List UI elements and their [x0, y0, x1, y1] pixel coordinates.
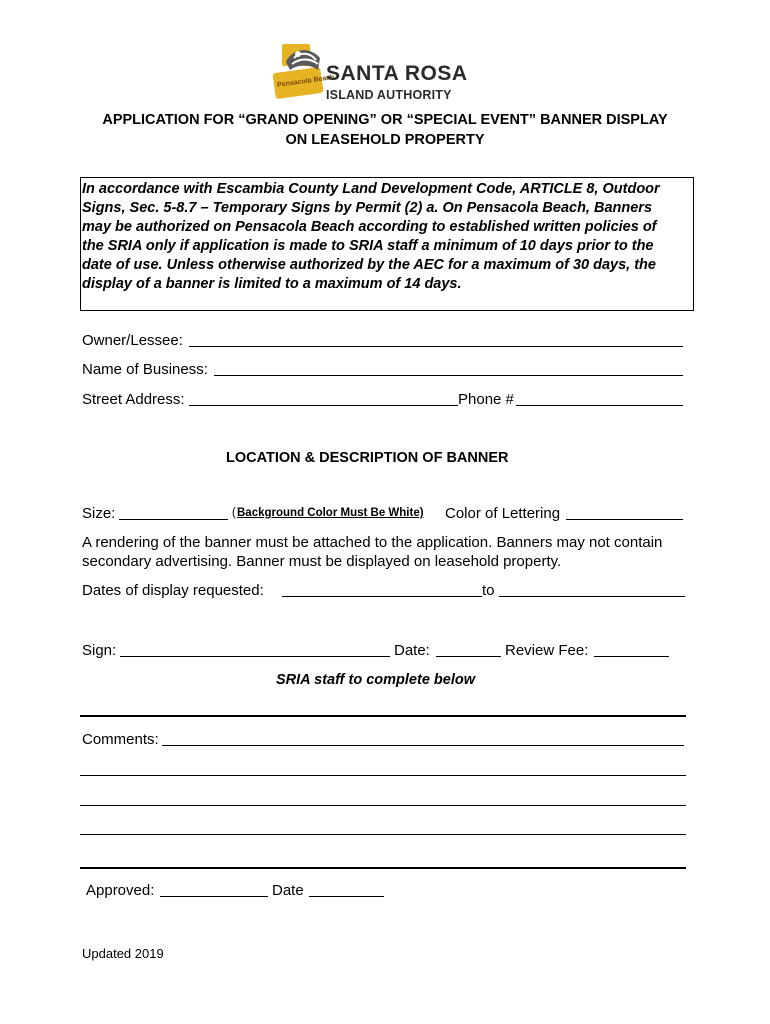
lettering-color-label: Color of Lettering: [445, 505, 561, 522]
phone-label: Phone #: [458, 391, 514, 408]
bg-note-paren: (: [232, 507, 236, 519]
to-label: to: [482, 582, 495, 599]
background-color-note: Background Color Must Be White): [237, 507, 424, 519]
approved-date-label: Date: [272, 882, 304, 899]
logo-name-line1: SANTA ROSA: [326, 62, 468, 85]
approval-divider: [80, 867, 686, 869]
rendering-note-line2: secondary advertising. Banner must be displayed on leasehold property.: [82, 553, 562, 570]
notice-line: date of use. Unless otherwise authorized by the AEC for a maximum of 30 days, the: [82, 257, 656, 273]
signature-field[interactable]: [120, 656, 390, 657]
notice-line: Signs, Sec. 5-8.7 – Temporary Signs by Permit (2) a. On Pensacola Beach, Banners: [82, 200, 653, 216]
sign-date-field[interactable]: [436, 656, 501, 657]
owner-field[interactable]: [189, 346, 683, 347]
lettering-color-field[interactable]: [566, 519, 683, 520]
size-label: Size:: [82, 505, 116, 522]
approved-field[interactable]: [160, 896, 268, 897]
comments-line[interactable]: [80, 805, 686, 806]
sign-label: Sign:: [82, 642, 117, 659]
address-label: Street Address:: [82, 391, 185, 408]
business-label: Name of Business:: [82, 361, 208, 378]
form-title-line1: APPLICATION FOR “GRAND OPENING” OR “SPECIAL EVENT” BANNER DISPLAY: [102, 112, 668, 128]
form-title-line2: ON LEASEHOLD PROPERTY: [285, 132, 485, 148]
street-address-field[interactable]: [189, 405, 458, 406]
notice-line: In accordance with Escambia County Land Development Code, ARTICLE 8, Outdoor: [82, 181, 660, 197]
dates-label: Dates of display requested:: [82, 582, 264, 599]
notice-line: may be authorized on Pensacola Beach according to established written policies of: [82, 219, 657, 235]
business-name-field[interactable]: [214, 375, 683, 376]
staff-section-heading: SRIA staff to complete below: [276, 672, 475, 688]
staff-divider: [80, 715, 686, 717]
comments-line[interactable]: [80, 834, 686, 835]
date-to-field[interactable]: [499, 596, 685, 597]
notice-line: display of a banner is limited to a maximum of 14 days.: [82, 276, 462, 292]
logo-badge-text: Pensacola Beach: [276, 74, 335, 89]
updated-note: Updated 2019: [82, 946, 164, 961]
owner-label: Owner/Lessee:: [82, 332, 183, 349]
size-field[interactable]: [119, 519, 228, 520]
review-fee-field[interactable]: [594, 656, 669, 657]
date-from-field[interactable]: [282, 596, 482, 597]
banner-section-heading: LOCATION & DESCRIPTION OF BANNER: [226, 450, 509, 466]
approved-label: Approved:: [86, 882, 155, 899]
comments-line[interactable]: [80, 775, 686, 776]
sign-date-label: Date:: [394, 642, 430, 659]
comments-label: Comments:: [82, 731, 159, 748]
review-fee-label: Review Fee:: [505, 642, 589, 659]
phone-field[interactable]: [516, 405, 683, 406]
rendering-note-line1: A rendering of the banner must be attached to the application. Banners may not contain: [82, 534, 663, 551]
comments-field[interactable]: [162, 745, 684, 746]
approved-date-field[interactable]: [309, 896, 384, 897]
logo-name-line2: ISLAND AUTHORITY: [326, 88, 452, 102]
notice-line: the SRIA only if application is made to SRIA staff a minimum of 10 days prior to the: [82, 238, 654, 254]
